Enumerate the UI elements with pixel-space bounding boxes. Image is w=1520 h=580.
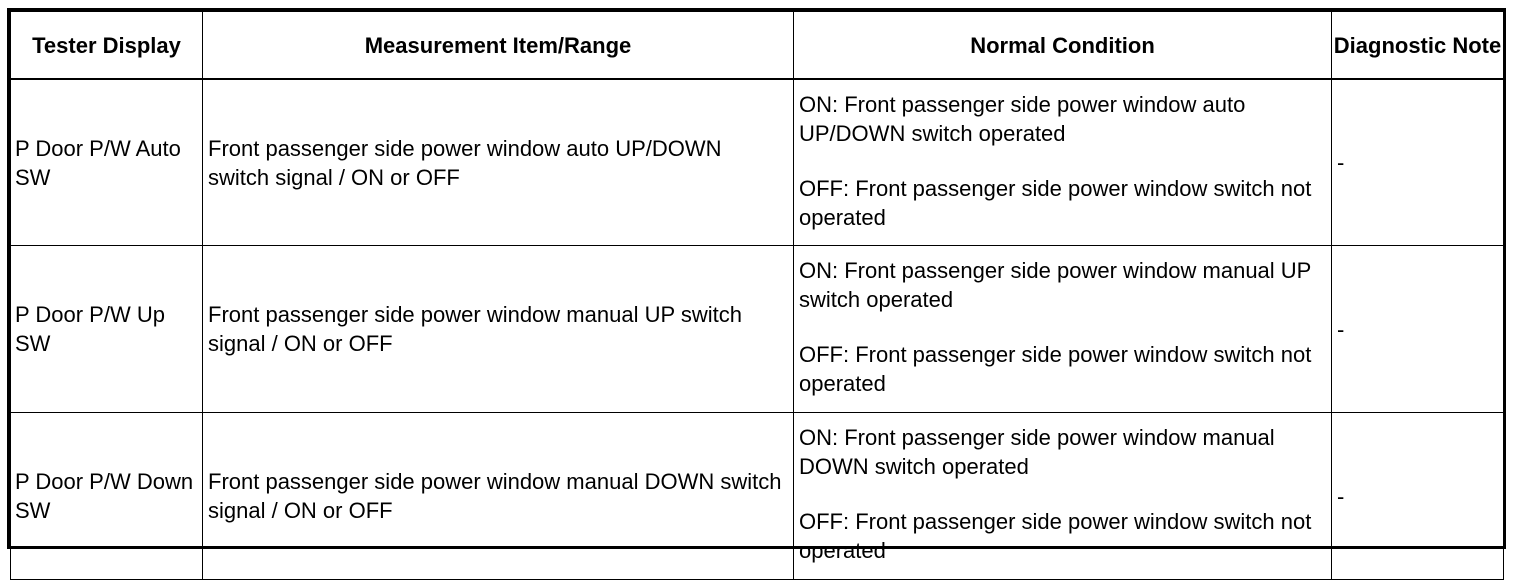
cell-normal-condition: [794, 246, 1332, 413]
normal-on-text: ON: Front passenger side power window auto UP/DOWN switch operated: [799, 92, 1246, 146]
header-diagnostic-note: Diagnostic Note: [1332, 12, 1504, 80]
table-row: [11, 246, 1504, 413]
normal-off-text: OFF: Front passenger side power window switch not operated: [799, 509, 1312, 563]
tester-display-text: P Door P/W Up SW: [15, 302, 165, 356]
diagnostic-note-text: -: [1337, 150, 1345, 175]
diagnostic-note-text: -: [1337, 483, 1345, 509]
normal-on-text: ON: Front passenger side power window manual DOWN switch operated: [799, 425, 1275, 479]
diagnostic-note-text: -: [1337, 316, 1345, 342]
cell-measurement: [203, 413, 794, 580]
normal-on-text: ON: Front passenger side power window manual UP switch operated: [799, 258, 1311, 312]
normal-off-text: OFF: Front passenger side power window switch not operated: [799, 342, 1312, 396]
table-header-row: [11, 12, 1504, 80]
cell-diagnostic-note: [1332, 79, 1504, 246]
cell-diagnostic-note: [1332, 246, 1504, 413]
cell-measurement: [203, 79, 794, 246]
header-measurement: Measurement Item/Range: [203, 12, 794, 80]
tester-display-text: P Door P/W Auto SW: [15, 135, 181, 190]
tester-display-text: P Door P/W Down SW: [15, 469, 194, 523]
table-row: [11, 79, 1504, 246]
cell-tester-display: [11, 79, 203, 246]
cell-tester-display: [11, 246, 203, 413]
data-table-frame: [7, 8, 1506, 563]
header-normal-condition: Normal Condition: [794, 12, 1332, 80]
cell-tester-display: [11, 413, 203, 580]
measurement-text: Front passenger side power window manual UP switch signal / ON or OFF: [208, 302, 742, 356]
cell-measurement: [203, 246, 794, 413]
cell-diagnostic-note: [1332, 413, 1504, 580]
header-tester-display: Tester Display: [11, 12, 203, 80]
measurement-text: Front passenger side power window manual DOWN switch signal / ON or OFF: [208, 469, 782, 523]
cell-normal-condition: [794, 413, 1332, 580]
normal-off-text: OFF: Front passenger side power window switch not operated: [799, 176, 1312, 230]
measurement-text: Front passenger side power window auto UP/DOWN switch signal / ON or OFF: [208, 135, 722, 190]
table-row: [11, 413, 1504, 580]
cell-normal-condition: [794, 79, 1332, 246]
tester-data-table: [10, 11, 1504, 580]
